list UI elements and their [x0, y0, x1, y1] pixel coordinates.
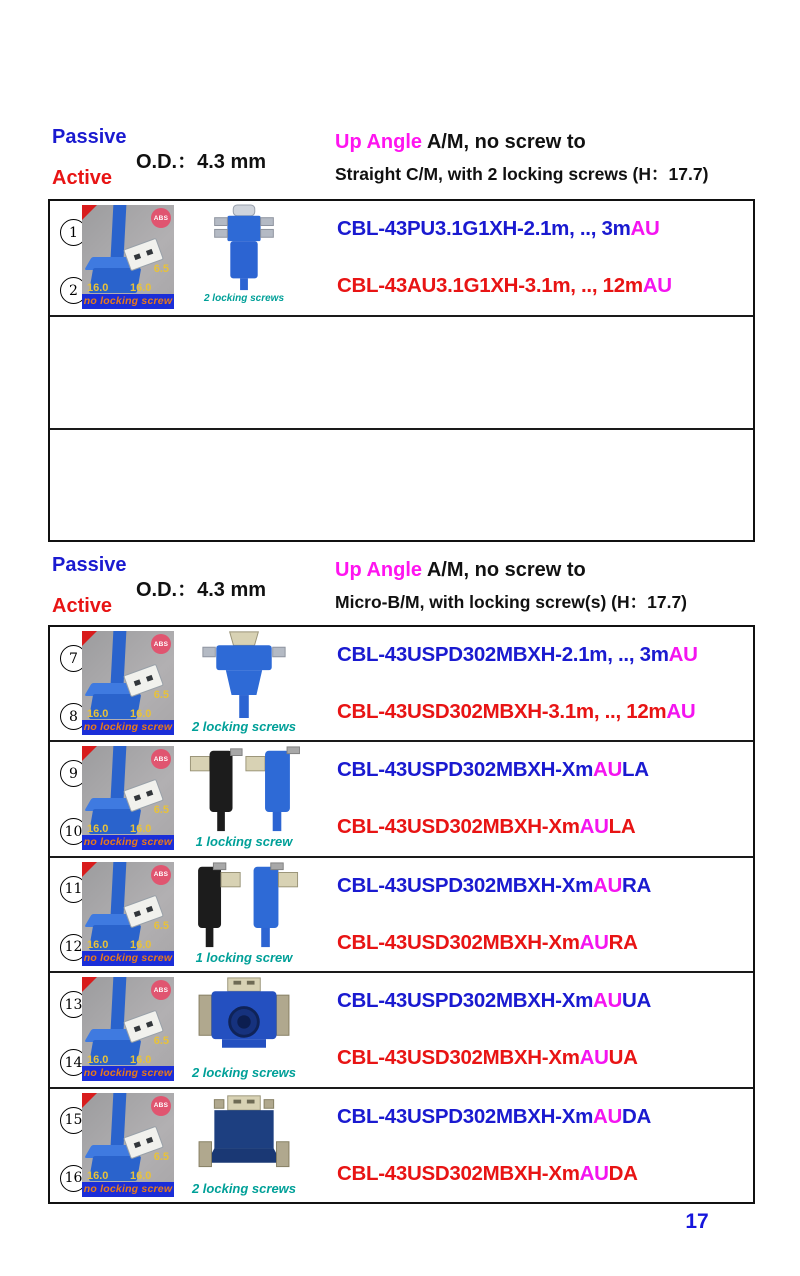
- item-number-top: 7: [60, 645, 87, 672]
- product-row: [50, 856, 753, 971]
- empty-row: [50, 315, 753, 428]
- dim-width-left: 16.0: [87, 1054, 109, 1067]
- usb-c-connector-photo: [180, 204, 308, 312]
- flag-icon: [82, 1093, 97, 1108]
- dim-width-left: 16.0: [87, 708, 109, 720]
- micro-b-up-angle-photo: [180, 976, 308, 1084]
- section-title: [335, 131, 586, 154]
- product-row: [50, 1087, 753, 1202]
- micro-b-straight-icon: [199, 630, 289, 718]
- section-subtitle: Straight C/M, with 2 locking screws (H：17.7): [335, 164, 709, 184]
- dim-width-left: 16.0: [87, 938, 109, 951]
- photo-banner: no locking screw: [83, 295, 173, 307]
- dim-width-right: 16.0: [130, 1054, 152, 1067]
- part-number-active: CBL-43AU3.1G1XH-3.1m, .., 12mAU: [337, 274, 672, 297]
- dim-height: 6.5: [153, 1150, 169, 1163]
- item-number-bottom: 10: [60, 818, 87, 845]
- dim-height: 6.5: [153, 1035, 169, 1048]
- item-number-bottom: 8: [60, 703, 87, 730]
- item-number-bottom: 14: [60, 1049, 87, 1076]
- section-2-header: [48, 548, 755, 626]
- photo-banner: no locking screw: [83, 951, 173, 964]
- dim-height: 6.5: [153, 689, 169, 701]
- usb-a-up-angle-photo: [82, 862, 174, 966]
- usb-a-up-angle-photo: [82, 631, 174, 735]
- part-number-passive: CBL-43USPD302MBXH-XmAULA: [337, 758, 649, 782]
- usb-a-up-angle-photo: [82, 205, 174, 309]
- micro-b-left-angle-pair-icon: [184, 745, 304, 833]
- part-number-active: CBL-43USD302MBXH-XmAULA: [337, 815, 636, 839]
- title-accent: Up Angle: [335, 131, 423, 153]
- usb-a-up-angle-photo: [82, 1093, 174, 1197]
- item-number-top: 11: [60, 876, 87, 903]
- part-number-active: CBL-43USD302MBXH-XmAURA: [337, 930, 638, 954]
- locking-screw-caption: 1 locking screw: [195, 949, 293, 965]
- part-number-passive: CBL-43USPD302MBXH-XmAUUA: [337, 989, 652, 1013]
- micro-b-connector-photo: [180, 630, 308, 738]
- flag-icon: [82, 631, 97, 646]
- part-number-passive: CBL-43USPD302MBXH-XmAURA: [337, 873, 652, 897]
- micro-b-down-angle-icon: [189, 1092, 299, 1180]
- section-subtitle: Micro-B/M, with locking screw(s) (H：17.7): [335, 592, 687, 612]
- empty-row: [50, 428, 753, 541]
- od-value: O.D.：4.3 mm: [136, 151, 267, 173]
- part-number-active: CBL-43USD302MBXH-3.1m, .., 12mAU: [337, 700, 696, 723]
- flag-icon: [82, 862, 97, 877]
- locking-screw-caption: 2 locking screws: [203, 293, 285, 304]
- part-number-active: CBL-43USD302MBXH-XmAUUA: [337, 1046, 638, 1070]
- active-label: Active: [52, 167, 113, 189]
- dim-width-left: 16.0: [87, 823, 109, 836]
- product-table-1: [48, 199, 755, 542]
- abs-badge: ABS: [151, 208, 171, 228]
- section-title: [335, 559, 586, 582]
- locking-screw-caption: 1 locking screw: [195, 834, 293, 850]
- dim-width-right: 16.0: [130, 938, 152, 951]
- locking-screw-caption: 2 locking screws: [191, 1065, 297, 1081]
- photo-banner: no locking screw: [83, 1067, 173, 1080]
- abs-badge: ABS: [151, 749, 171, 769]
- page-number: 17: [685, 1210, 709, 1233]
- photo-banner: no locking screw: [83, 836, 173, 849]
- dim-height: 6.5: [153, 804, 169, 817]
- flag-icon: [82, 977, 97, 992]
- product-table-2: [48, 625, 755, 1204]
- micro-b-down-angle-photo: [180, 1092, 308, 1200]
- dim-height: 6.5: [153, 263, 169, 275]
- dim-width-right: 16.0: [130, 1169, 152, 1182]
- dim-width-left: 16.0: [87, 1169, 109, 1182]
- product-row: [50, 971, 753, 1086]
- part-number-passive: CBL-43USPD302MBXH-2.1m, .., 3mAU: [337, 643, 698, 666]
- abs-badge: ABS: [151, 634, 171, 654]
- usb-a-up-angle-photo: [82, 746, 174, 850]
- section-1-header: [48, 120, 755, 198]
- micro-b-right-angle-pair-icon: [184, 861, 304, 949]
- abs-badge: ABS: [151, 980, 171, 1000]
- title-text: A/M, no screw to: [422, 131, 586, 153]
- item-number-bottom: 16: [60, 1165, 87, 1192]
- usb-a-up-angle-photo: [82, 977, 174, 1081]
- micro-b-up-angle-icon: [189, 976, 299, 1064]
- locking-screw-caption: 2 locking screws: [191, 1180, 297, 1196]
- usb-c-straight-icon: [209, 204, 279, 294]
- item-number-bottom: 12: [60, 934, 87, 961]
- dim-width-right: 16.0: [130, 823, 152, 836]
- product-row: [50, 627, 753, 740]
- passive-label: Passive: [52, 554, 127, 576]
- abs-badge: ABS: [151, 865, 171, 885]
- micro-b-left-angle-photo: [180, 745, 308, 853]
- flag-icon: [82, 746, 97, 761]
- item-number-bottom: 2: [60, 277, 87, 304]
- part-number-passive: CBL-43PU3.1G1XH-2.1m, .., 3mAU: [337, 217, 660, 240]
- title-text: A/M, no screw to: [422, 559, 586, 581]
- dim-width-left: 16.0: [87, 282, 109, 294]
- part-number-passive: CBL-43USPD302MBXH-XmAUDA: [337, 1104, 652, 1128]
- item-number-top: 9: [60, 760, 87, 787]
- passive-label: Passive: [52, 126, 127, 148]
- item-number-top: 15: [60, 1107, 87, 1134]
- title-accent: Up Angle: [335, 559, 423, 581]
- flag-icon: [82, 205, 97, 220]
- dim-height: 6.5: [153, 919, 169, 932]
- micro-b-right-angle-photo: [180, 861, 308, 969]
- dim-width-right: 16.0: [130, 708, 152, 720]
- abs-badge: ABS: [151, 1096, 171, 1116]
- product-row: [50, 201, 753, 315]
- part-number-active: CBL-43USD302MBXH-XmAUDA: [337, 1161, 638, 1185]
- photo-banner: no locking screw: [83, 721, 173, 733]
- item-number-top: 13: [60, 991, 87, 1018]
- item-number-top: 1: [60, 219, 87, 246]
- active-label: Active: [52, 595, 113, 617]
- product-row: [50, 740, 753, 855]
- od-value: O.D.：4.3 mm: [136, 579, 267, 601]
- dim-width-right: 16.0: [130, 282, 152, 294]
- photo-banner: no locking screw: [83, 1182, 173, 1195]
- locking-screw-caption: 2 locking screws: [191, 719, 297, 734]
